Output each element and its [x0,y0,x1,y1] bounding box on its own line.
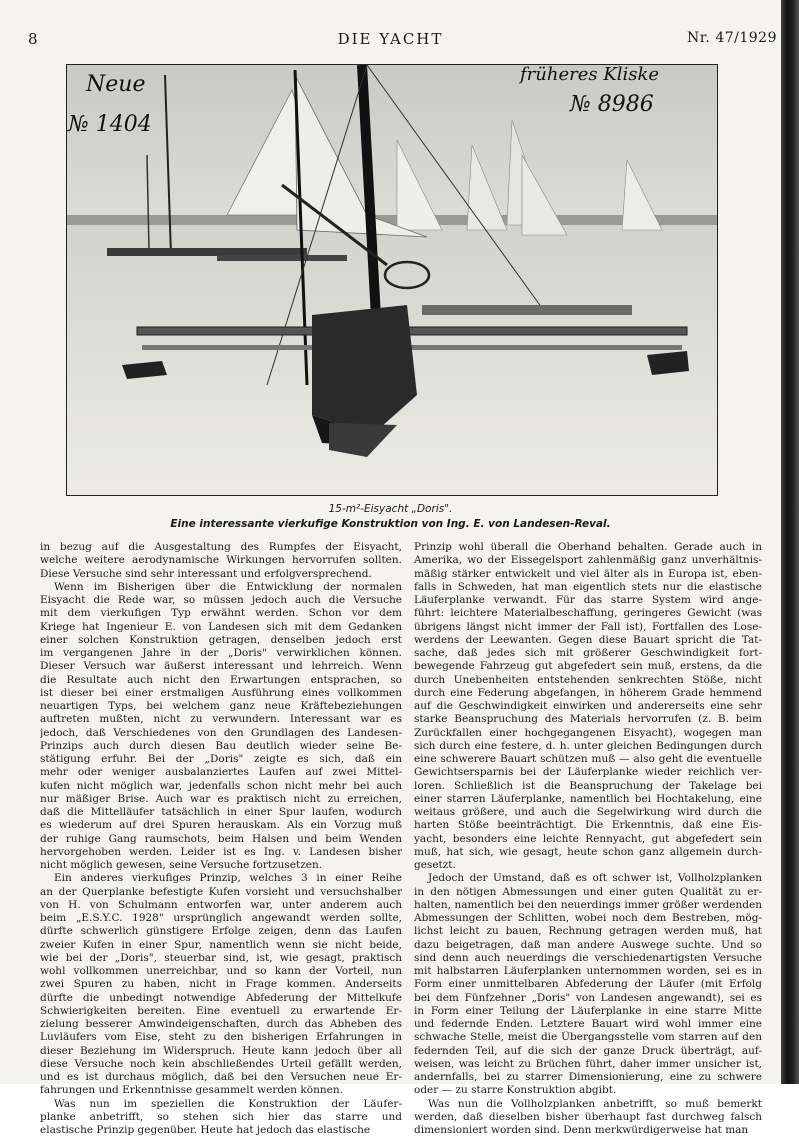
text-line: kufen nicht möglich war, jedenfalls schon nicht mehr bei auch [40,779,402,792]
article-column-right [414,541,762,1137]
text-line: starke Beanspruchung des Materials hervorrufen (z. B. beim [414,713,762,726]
text-line: und federnde Enden. Letztere Bauart wird wohl immer eine [414,1018,762,1030]
text-line: nicht möglich gewesen, seine Versuche fortzusetzen. [40,859,323,871]
text-line: mit dem vierkufigen Typ erwähnt werden. Schon vor dem [40,607,402,620]
text-line: Jedoch der Umstand, daß es oft schwer ist, Vollholzplanken [428,872,762,885]
text-line: welche weitere aerodynamische Wirkungen hervorrufen sollten. [40,554,402,567]
text-line: bei dem Fünfzehner „Doris" von Landesen angewandt), sei es [414,991,762,1004]
text-line: jedoch, daß Verschiedenes von den Grundlagen des Landesen- [40,726,402,739]
text-line: sich durch eine festere, d. h. unter gleichen Bedingungen durch [414,739,762,752]
text-line: elastische Prinzip gegenüber. Heute hat jedoch das elastische [40,1124,371,1136]
text-line: schwache Stelle, meist die Übergangsstelle vom starren auf den [414,1031,762,1044]
text-line: führt: leichtere Materialbeschaffung, geringeres Gewicht (was [414,607,762,620]
text-line: falls in Schweden, hat man eigentlich stets nur die elastische [414,580,762,593]
text-line: Prinzips auch durch diesen Bau deutlich wieder seine Be- [40,739,402,752]
iceyacht-illustration [67,65,717,495]
text-line: und es ist durchaus möglich, daß bei den Versuchen neue Er- [40,1071,402,1083]
text-line: Dieser Versuch war äußerst interessant und lehrreich. Wenn [40,660,402,673]
text-line: Zurückfallen einer hochgegangenen Eisyacht), wogegen man [414,726,762,739]
text-line: sind denn auch neuerdings die verschiedenartigsten Versuche [414,951,762,964]
text-line: sache, daß jedes sich mit größerer Geschwindigkeit fort- [414,647,762,659]
text-line: in den nötigen Abmessungen und einer guten Qualität zu er- [414,885,762,898]
handwritten-note-new: Neue [86,72,146,97]
text-line: Prinzip wohl überall die Oberhand behalten. Gerade auch in [414,541,762,553]
text-line: federnden Teil, auf die sich der ganze Druck überträgt, auf- [414,1044,762,1057]
text-line: Schwierigkeiten bereiten. Eine eventuell zu erwartende Er- [40,1004,402,1017]
text-line: mehr oder weniger ausbalanziertes Laufen auf zwei Mittel- [40,766,402,779]
text-line: planke anbetrifft, so stehen sich hier das starre und [40,1110,402,1123]
photo-caption-description: Eine interessante vierkufige Konstruktion von Ing. E. von Landesen-Reval. [170,518,611,530]
text-line: loren. Schließlich ist die Beanspruchung der Takelage bei [414,779,762,792]
text-line: in Form einer Teilung der Läuferplanke in eine starre Mitte [414,1004,762,1017]
text-line: Form einer unmittelbaren Abfederung der Läufer (mit Erfolg [414,978,762,991]
magazine-title: DIE YACHT [337,30,444,48]
text-line: es wiederum auf drei Spuren herauskam. Als ein Vorzug muß [40,819,402,832]
text-line: daß die Mittelläufer tatsächlich in einer Spur laufen, wodurch [40,806,402,818]
text-line: einer starren Läuferplanke, namentlich bei Hochtakelung, eine [414,792,762,805]
text-line: durch Unebenheiten entstehenden senkrechten Stöße, nicht [414,673,762,686]
iceyacht-photo [66,64,718,496]
text-line: auf die Geschwindigkeit einwirken und andererseits eine sehr [414,700,762,712]
text-line: wohl vollkommen unerreichbar, und so kann der Vorteil, nun [40,965,402,977]
text-line: an der Querplanke befestigte Kufen vorsieht und versuchshalber [40,885,402,898]
text-line: dimensioniert worden sind. Denn merkwürdigerweise hat man [414,1124,749,1136]
text-line: andernfalls, bei zu starrer Dimensionierung, eine zu schwere [414,1071,762,1083]
text-line: nur mäßiger Brise. Auch war es praktisch nicht zu erreichen, [40,792,402,805]
text-line: dürfte schwerlich günstigere Erfolge zeigen, denn das Laufen [40,925,402,938]
text-line: Eisyacht die Rede war, so müssen jedoch auch die Versuche [40,594,402,606]
text-line: mäßig stärker entwickelt und viel älter als in Europa ist, eben- [414,567,762,580]
book-binding-edge [781,0,799,1084]
issue-number: Nr. 47/1929 [687,30,777,46]
text-line: Diese Versuche sind sehr interessant und erfolgversprechend. [40,567,372,580]
article-column-left [40,541,402,1137]
text-line: Amerika, wo der Eissegelsport zahlenmäßig ganz unverhältnis- [414,554,762,567]
photo-caption-title: 15-m²-Eisyacht „Doris". [328,503,453,515]
text-line: Abmessungen der Schlitten, wobei noch dem Bestreben, mög- [414,912,762,924]
text-line: der ruhige Gang raumschots, beim Halsen und beim Wenden [40,832,402,845]
text-line: Läuferplanke verwandt. Für das starre System wird ange- [414,594,762,606]
text-line: oder — zu starre Konstruktion abgibt. [414,1084,617,1097]
text-line: dürfte die unbedingt notwendige Abfederung der Mittelkufe [40,991,402,1004]
text-line: mit halbstarren Läuferplanken unternommen worden, sei es in [414,965,762,977]
text-line: die Resultate auch nicht den Erwartungen entsprachen, so [40,673,402,686]
text-line: zielung besserer Amwindeigenschaften, durch das Abheben des [40,1018,402,1030]
text-line: eine schwerere Bauart schützen muß — also geht die eventuelle [414,753,762,765]
text-line: beim „E.S.Y.C. 1928" ursprünglich angewandt werden sollte, [40,912,402,924]
text-line: zweier Kufen in einer Spur, namentlich wenn sie nicht beide, [40,938,402,951]
text-line: einer solchen Konstruktion getragen, denselben jedoch erst [40,633,402,646]
text-line: Ein anderes vierkufiges Prinzip, welches 3 in einer Reihe [54,872,402,885]
text-line: lichst leicht zu bauen, Rechnung getragen werden muß, hat [414,925,762,938]
text-line: Kriege hat Ingenieur E. von Landesen sich mit dem Gedanken [40,620,402,633]
text-line: dazu beigetragen, daß man andere Auswege suchte. Und so [414,938,762,951]
text-line: Was nun im speziellen die Konstruktion der Läufer- [54,1097,402,1110]
text-line: hervorgehoben werden. Leider ist es Ing. v. Landesen bisher [40,845,402,858]
text-line: in bezug auf die Ausgestaltung des Rumpfes der Eisyacht, [40,541,402,553]
text-line: zwei Spuren zu haben, nicht in Frage kommen. Anderseits [40,978,402,991]
text-line: yacht, besonders eine leichte Rennyacht, gut abgefedert sein [414,832,762,845]
text-line: Luvläufers vom Eise, steht zu den bisherigen Erfahrungen in [40,1031,402,1044]
text-line: neuartigen Typs, bei welchem ganz neue Kräftebeziehungen [40,700,402,712]
text-line: dieser Beziehung im Widerspruch. Heute kann jedoch über all [40,1044,402,1057]
text-line: wie bei der „Doris", steuerbar sind, ist, wie gesagt, praktisch [40,951,402,964]
text-line: diese Versuche noch kein abschließendes Urteil gefällt werden, [40,1057,402,1070]
text-line: auftreten mußten, nicht zu verwundern. Interessant war es [40,713,402,726]
text-line: von H. von Schulmann entworfen war, unter anderem auch [40,898,402,911]
text-line: Gewichtsersparnis bei der Läuferplanke wieder reichlich ver- [414,766,762,779]
handwritten-note-new-number: № 1404 [68,112,152,137]
text-line: harten Stöße beeinträchtigt. Die Erkenntnis, daß eine Eis- [414,819,762,832]
text-line: gesetzt. [414,859,456,871]
text-line: bewegende Fahrzeug gut abgefedert sein muß, erstens, da die [414,660,762,673]
text-line: werden, daß dieselben bisher überhaupt fast durchweg falsch [414,1110,762,1123]
text-line: weisen, was leicht zu Brüchen führt, daher immer unsicher ist, [414,1057,762,1070]
handwritten-note-former: früheres Kliske [520,64,660,85]
text-line: übrigens längst nicht immer der Fall ist), Fortfallen des Lose- [414,620,762,633]
text-line: muß, hat sich, wie gesagt, heute schon ganz allgemein durch- [414,845,762,858]
text-line: weitaus größere, und auch die Segelwirkung wird durch die [414,806,762,818]
handwritten-note-former-number: № 8986 [570,92,654,117]
text-line: fahrungen und Erkenntnisse gesammelt werden können. [40,1084,343,1097]
text-line: ist dieser bei einer erstmaligen Ausführung eines vollkommen [40,686,402,699]
text-line: werdens der Leewanten. Gegen diese Bauart spricht die Tat- [414,633,762,646]
text-line: Wenn im Bisherigen über die Entwicklung der normalen [54,580,402,593]
text-line: durch eine Federung abgefangen, in höherem Grade hemmend [414,686,762,699]
text-line: im vergangenen Jahre in der „Doris" verwirklichen können. [40,647,402,659]
page-number: 8 [28,30,39,48]
text-line: stätigung erfuhr. Bei der „Doris" zeigte es sich, daß ein [40,753,402,765]
text-line: Was nun die Vollholzplanken anbetrifft, so muß bemerkt [428,1097,762,1110]
text-line: halten, namentlich bei den neuerdings immer größer werdenden [414,898,762,911]
